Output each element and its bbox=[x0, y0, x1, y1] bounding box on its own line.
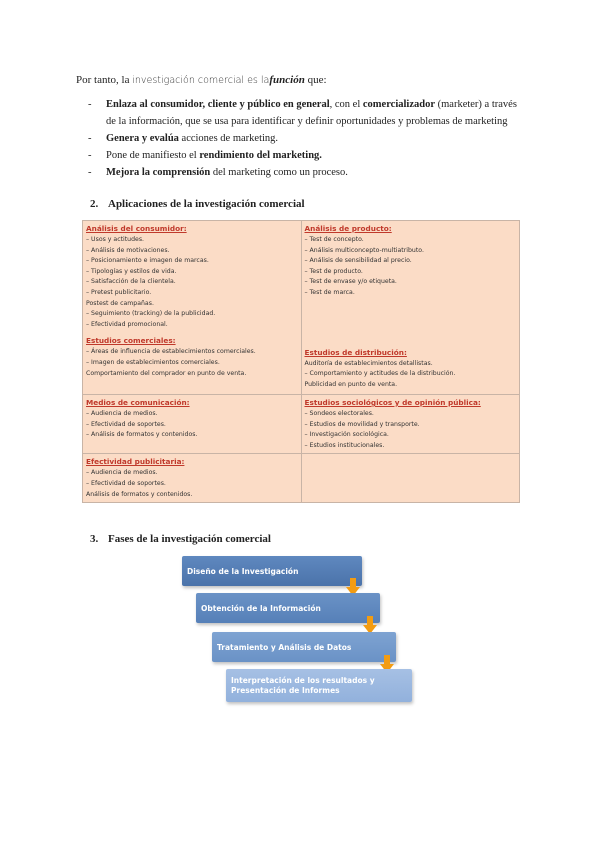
flow-step-collection: Obtención de la Información bbox=[196, 593, 380, 623]
intro-sentence bbox=[76, 74, 327, 86]
list-item: - Mejora la comprensión del marketing como un proceso. bbox=[88, 164, 518, 181]
table-cell-medios: Medios de comunicación: – Audiencia de medios. – Efectividad de soportes. – Análisis de formatos y contenidos. bbox=[83, 395, 302, 454]
intro-handwritten: investigación comercial es la bbox=[132, 75, 270, 86]
applications-table bbox=[82, 220, 520, 503]
flow-step-reporting: Interpretación de los resultados y Presentación de Informes bbox=[226, 669, 412, 702]
section-2-heading: 2. Aplicaciones de la investigación comercial bbox=[90, 198, 305, 210]
section-3-heading: 3. Fases de la investigación comercial bbox=[90, 533, 271, 545]
intro-emphasis: función bbox=[269, 74, 305, 86]
table-cell-producto: Análisis de producto: – Test de concepto. – Análisis multiconcepto-multiatributo. – Análisis de sensibilidad al precio. – Test de producto. – Test de envase y/o etiqueta. – Test de marca. Estudios de distribución: Auditoría de establecimientos detallistas. – Comportamiento y actitudes de la distribución. Publicidad en punto de venta. bbox=[301, 221, 520, 395]
intro-prefix: Por tanto, la bbox=[76, 74, 130, 86]
list-item: - Enlaza al consumidor, cliente y público en general, con el comercializador (marketer) a través de la información, que se usa para identificar y definir oportunidades y problemas de marketing bbox=[88, 96, 518, 130]
function-list bbox=[88, 96, 518, 181]
table-cell-sociologicos: Estudios sociológicos y de opinión pública: – Sondeos electorales. – Estudios de movilidad y transporte. – Investigación sociológica. – Estudios institucionales. bbox=[301, 395, 520, 454]
list-item: - Pone de manifiesto el rendimiento del marketing. bbox=[88, 147, 518, 164]
intro-suffix: que: bbox=[307, 74, 327, 86]
flow-step-design: Diseño de la Investigación bbox=[182, 556, 362, 586]
table-cell-consumidor: Análisis del consumidor: – Usos y actitudes. – Análisis de motivaciones. – Posicionamiento e imagen de marcas. – Tipologías y estilos de vida. – Satisfacción de la clientela. – Pretest publicitario. Postest de campañas. – Seguimiento (tracking) de la publicidad. – Efectividad promocional. Estudios comerciales: – Áreas de influencia de establecimientos comerciales. – Imagen de establecimientos comerciales. Comportamiento del comprador en punto de venta. bbox=[83, 221, 302, 395]
table-cell-efectividad: Efectividad publicitaria: – Audiencia de medios. – Efectividad de soportes. Análisis de formatos y contenidos. bbox=[83, 454, 302, 503]
list-item: - Genera y evalúa acciones de marketing. bbox=[88, 130, 518, 147]
table-cell-empty bbox=[301, 454, 520, 503]
flow-step-analysis: Tratamiento y Análisis de Datos bbox=[212, 632, 396, 662]
